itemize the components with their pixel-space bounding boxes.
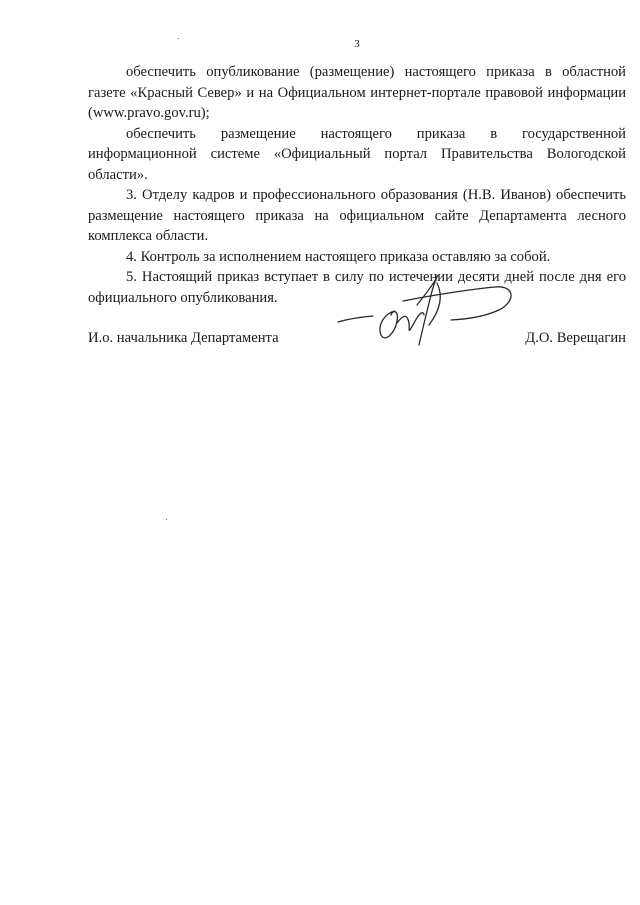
signatory-name: Д.О. Верещагин — [525, 330, 626, 346]
paragraph-portal: обеспечить размещение настоящего приказа в государственной информационной системе «Официальный портал Правительства Вологодской области». — [88, 125, 626, 183]
paragraph-hr-department: 3. Отделу кадров и профессионального образования (Н.В. Иванов) обеспечить размещение настоящего приказа на официальном сайте Департамента лесного комплекса области. — [88, 187, 626, 244]
paragraph-publication: обеспечить опубликование (размещение) настоящего приказа в областной газете «Красный Север» и на Официальном интернет-портале правовой информации (www.pravo.gov.ru); — [88, 64, 626, 121]
paragraph-control: 4. Контроль за исполнением настоящего приказа оставляю за собой. — [126, 248, 551, 265]
signature-block — [88, 320, 626, 360]
paragraph-effective-date: 5. Настоящий приказ вступает в силу по истечении десяти дней после дня его официального опубликования. — [88, 269, 626, 306]
page-number: 3 — [354, 38, 360, 50]
signatory-position: И.о. начальника Департамента — [88, 330, 279, 346]
scan-speck — [166, 519, 167, 520]
scan-speck — [178, 38, 179, 39]
